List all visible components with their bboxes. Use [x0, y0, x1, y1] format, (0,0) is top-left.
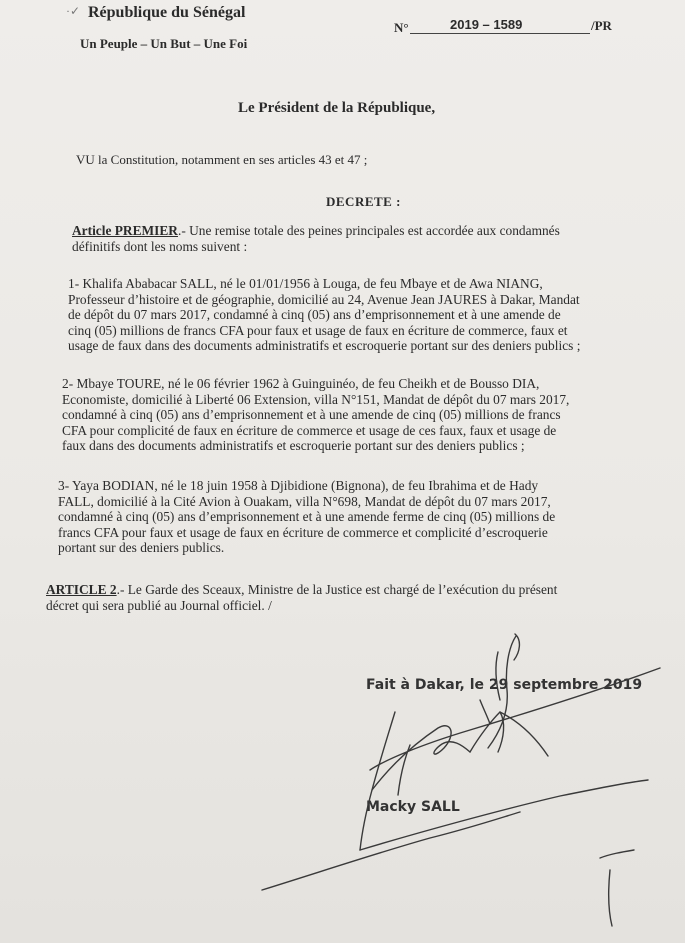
decree-number-label: N°: [394, 20, 409, 35]
decree-number-value: 2019 – 1589: [450, 17, 523, 32]
article-2-text: .- Le Garde des Sceaux, Ministre de la Justice est chargé de l’exécution du présent: [116, 582, 558, 597]
person-line: 3- Yaya BODIAN, né le 18 juin 1958 à Djibidione (Bignona), de feu Ibrahima et de Hady: [58, 478, 539, 493]
person-line: francs CFA pour faux et usage de faux en écriture de commerce et complicité d’escroquerie: [58, 524, 548, 540]
article-premier-text: .- Une remise totale des peines principales est accordée aux condamnés: [177, 223, 560, 238]
national-motto: Un Peuple – Un But – Une Foi: [80, 36, 248, 51]
place-and-date: Fait à Dakar, le 29 septembre 2019: [366, 677, 643, 693]
signatory-name: Macky SALL: [366, 799, 460, 815]
republic-title: République du Sénégal: [88, 4, 246, 21]
person-line: portant sur des deniers publics.: [58, 540, 225, 556]
person-line: Economiste, domicilié à Liberté 06 Extension, villa N°151, Mandat de dépôt du 07 mars 2017,: [62, 391, 570, 407]
emblem-mark: ·✓: [66, 4, 81, 18]
person-line: faux dans des documents administratifs et escroquerie portant sur des deniers publics ;: [62, 438, 525, 454]
decrete-heading: DECRETE :: [326, 194, 401, 209]
vu-constitution: VU la Constitution, notamment en ses articles 43 et 47 ;: [76, 152, 368, 167]
person-line: FALL, domicilié à la Cité Avion à Ouakam, villa N°698, Mandat de dépôt du 07 mars 2017,: [58, 493, 551, 509]
decree-number-suffix: /PR: [591, 18, 612, 33]
person-line: 2- Mbaye TOURE, né le 06 février 1962 à Guinguinéo, de feu Cheikh et de Bousso DIA,: [62, 376, 540, 391]
article-premier-text-2: définitifs dont les noms suivent :: [72, 238, 248, 254]
person-line: condamné à cinq (05) ans d’emprisonnement et à une amende de cinq (05) millions de francs: [62, 407, 561, 423]
person-line: 1- Khalifa Ababacar SALL, né le 01/01/1956 à Louga, de feu Mbaye et de Awa NIANG,: [68, 276, 543, 291]
person-line: cinq (05) millions de francs CFA pour faux et usage de faux en écriture de commerce, faux et: [68, 322, 568, 338]
person-line: condamné à cinq (05) ans d’emprisonnement et à une amende ferme de cinq (05) millions de: [58, 509, 556, 525]
person-line: Professeur d’histoire et de géographie, domicilié au 24, Avenue Jean JAURES à Dakar, Mandat: [68, 291, 580, 307]
article-2-text-2: décret qui sera publié au Journal officiel. /: [46, 597, 272, 613]
person-line: CFA pour complicité de faux en écriture de commerce et usage de ces faux, faux et usage de: [62, 422, 557, 438]
person-line: usage de faux dans des documents administratifs et escroquerie portant sur des deniers publics ;: [68, 338, 581, 354]
president-title: Le Président de la République,: [238, 100, 436, 116]
article-2-label: ARTICLE 2: [46, 582, 117, 597]
article-premier-label: Article PREMIER: [72, 223, 178, 238]
person-line: de dépôt du 07 mars 2017, condamné à cinq (05) ans d’emprisonnement et à une amende de: [68, 307, 561, 323]
